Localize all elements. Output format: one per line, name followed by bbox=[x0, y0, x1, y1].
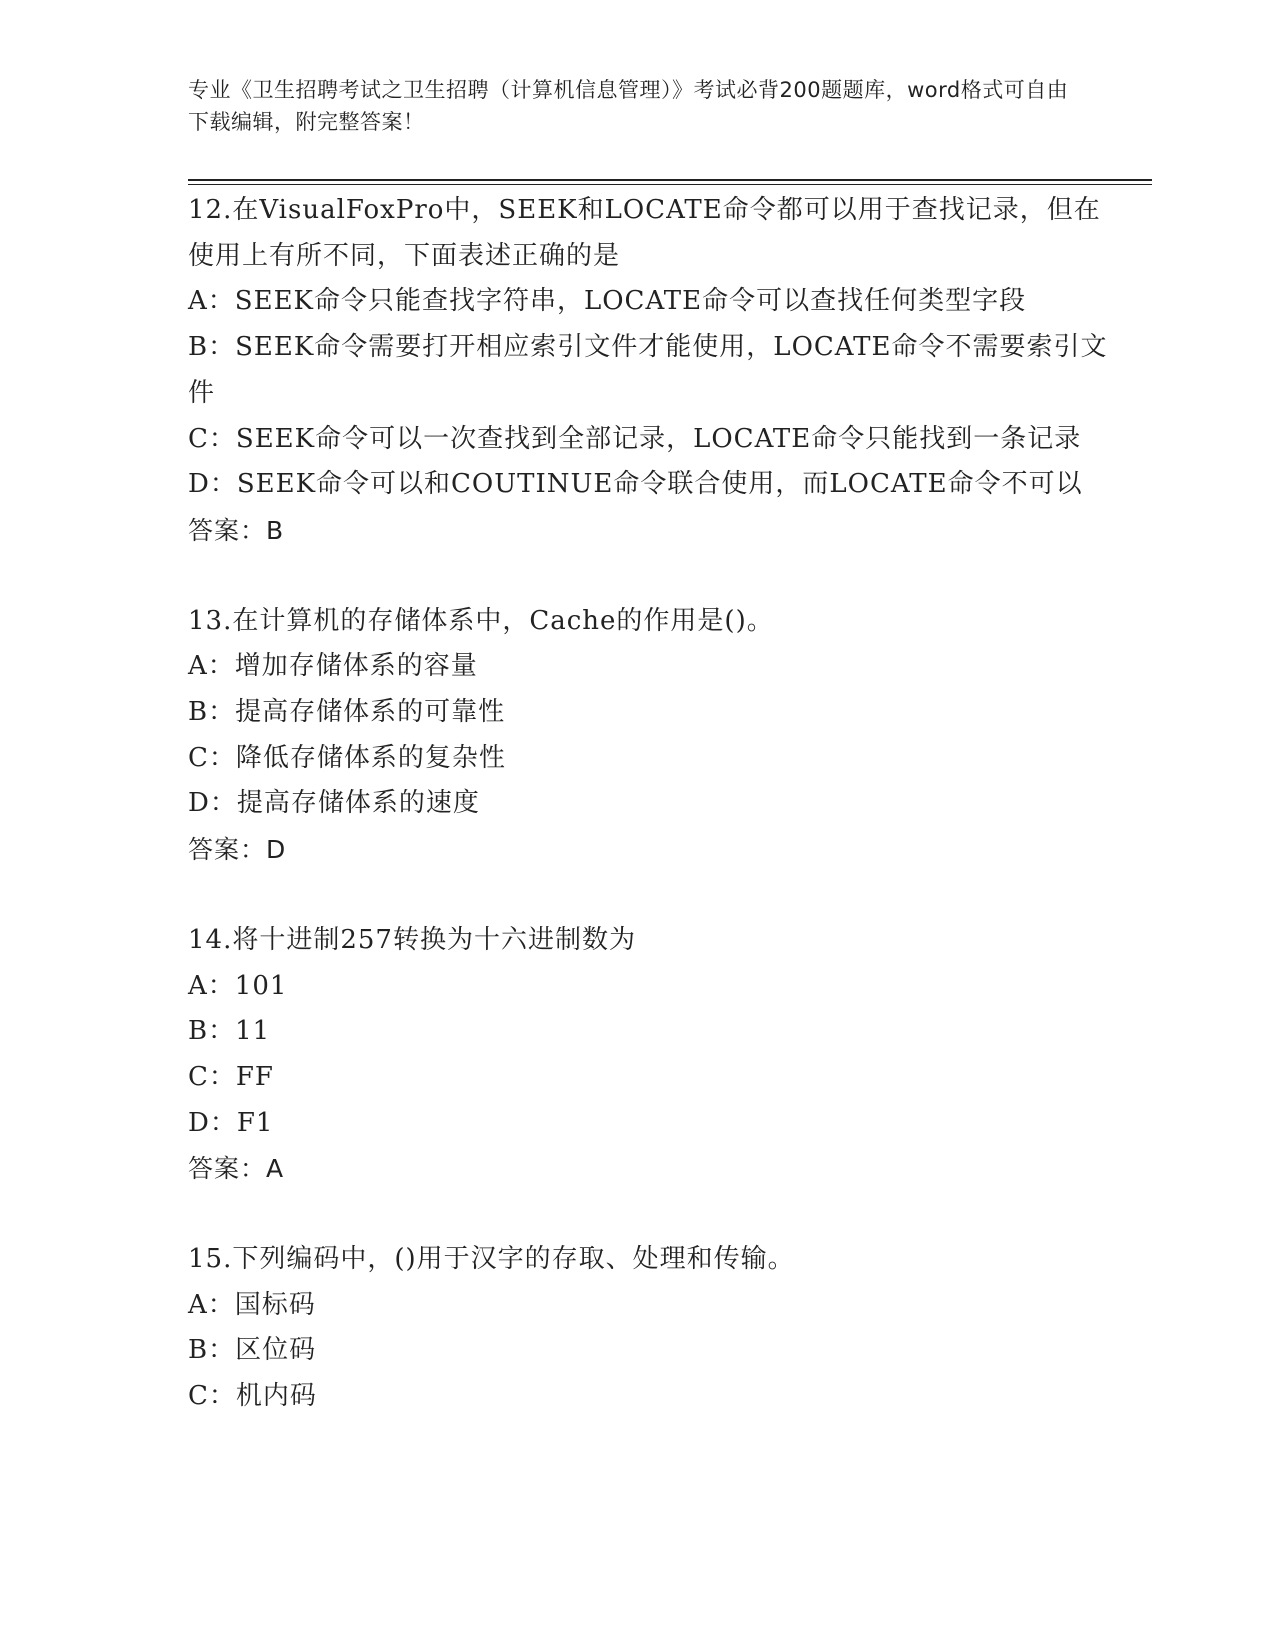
option-c: C：SEEK命令可以一次查找到全部记录，LOCATE命令只能找到一条记录 bbox=[188, 423, 1082, 454]
answer-value: B bbox=[266, 515, 285, 545]
option-d: D：提高存储体系的速度 bbox=[188, 788, 480, 819]
answer-line bbox=[188, 508, 1108, 554]
document-intro: 专业《卫生招聘考试之卫生招聘（计算机信息管理）》考试必背200题题库，word格式可自由下载编辑，附完整答案！ bbox=[188, 78, 1069, 134]
question-15 bbox=[188, 1237, 1108, 1420]
question-14 bbox=[188, 918, 1108, 1192]
option-c: C：机内码 bbox=[188, 1381, 317, 1412]
answer-value: A bbox=[266, 1154, 285, 1184]
option-b: B：区位码 bbox=[188, 1335, 317, 1366]
question-stem: 13.在计算机的存储体系中，Cache的作用是()。 bbox=[188, 605, 774, 636]
answer-label: 答案： bbox=[188, 1154, 267, 1184]
option-b: B：提高存储体系的可靠性 bbox=[188, 697, 506, 728]
option-d: D：F1 bbox=[188, 1107, 274, 1138]
option-b: B：11 bbox=[188, 1016, 271, 1047]
option-b: B：SEEK命令需要打开相应索引文件才能使用，LOCATE命令不需要索引文件 bbox=[188, 332, 1108, 408]
answer-line bbox=[188, 827, 1108, 873]
question-12 bbox=[188, 188, 1108, 554]
option-a: A：SEEK命令只能查找字符串，LOCATE命令可以查找任何类型字段 bbox=[188, 286, 1027, 317]
question-list bbox=[188, 188, 1108, 1420]
question-13 bbox=[188, 599, 1108, 873]
question-stem: 12.在VisualFoxPro中，SEEK和LOCATE命令都可以用于查找记录，但在使用上有所不同，下面表述正确的是 bbox=[188, 195, 1101, 271]
option-a: A：增加存储体系的容量 bbox=[188, 651, 478, 682]
answer-label: 答案： bbox=[188, 835, 267, 865]
option-a: A：国标码 bbox=[188, 1289, 316, 1320]
question-stem: 14.将十进制257转换为十六进制数为 bbox=[188, 924, 636, 955]
answer-line bbox=[188, 1146, 1108, 1192]
option-d: D：SEEK命令可以和COUTINUE命令联合使用，而LOCATE命令不可以 bbox=[188, 469, 1083, 500]
option-a: A：101 bbox=[188, 970, 288, 1001]
answer-value: D bbox=[266, 835, 287, 865]
header-rule-thick bbox=[188, 179, 1152, 181]
question-stem: 15.下列编码中，()用于汉字的存取、处理和传输。 bbox=[188, 1244, 795, 1275]
header-rule-thin bbox=[188, 184, 1152, 185]
option-c: C：降低存储体系的复杂性 bbox=[188, 742, 506, 773]
option-c: C：FF bbox=[188, 1061, 274, 1092]
answer-label: 答案： bbox=[188, 515, 267, 545]
